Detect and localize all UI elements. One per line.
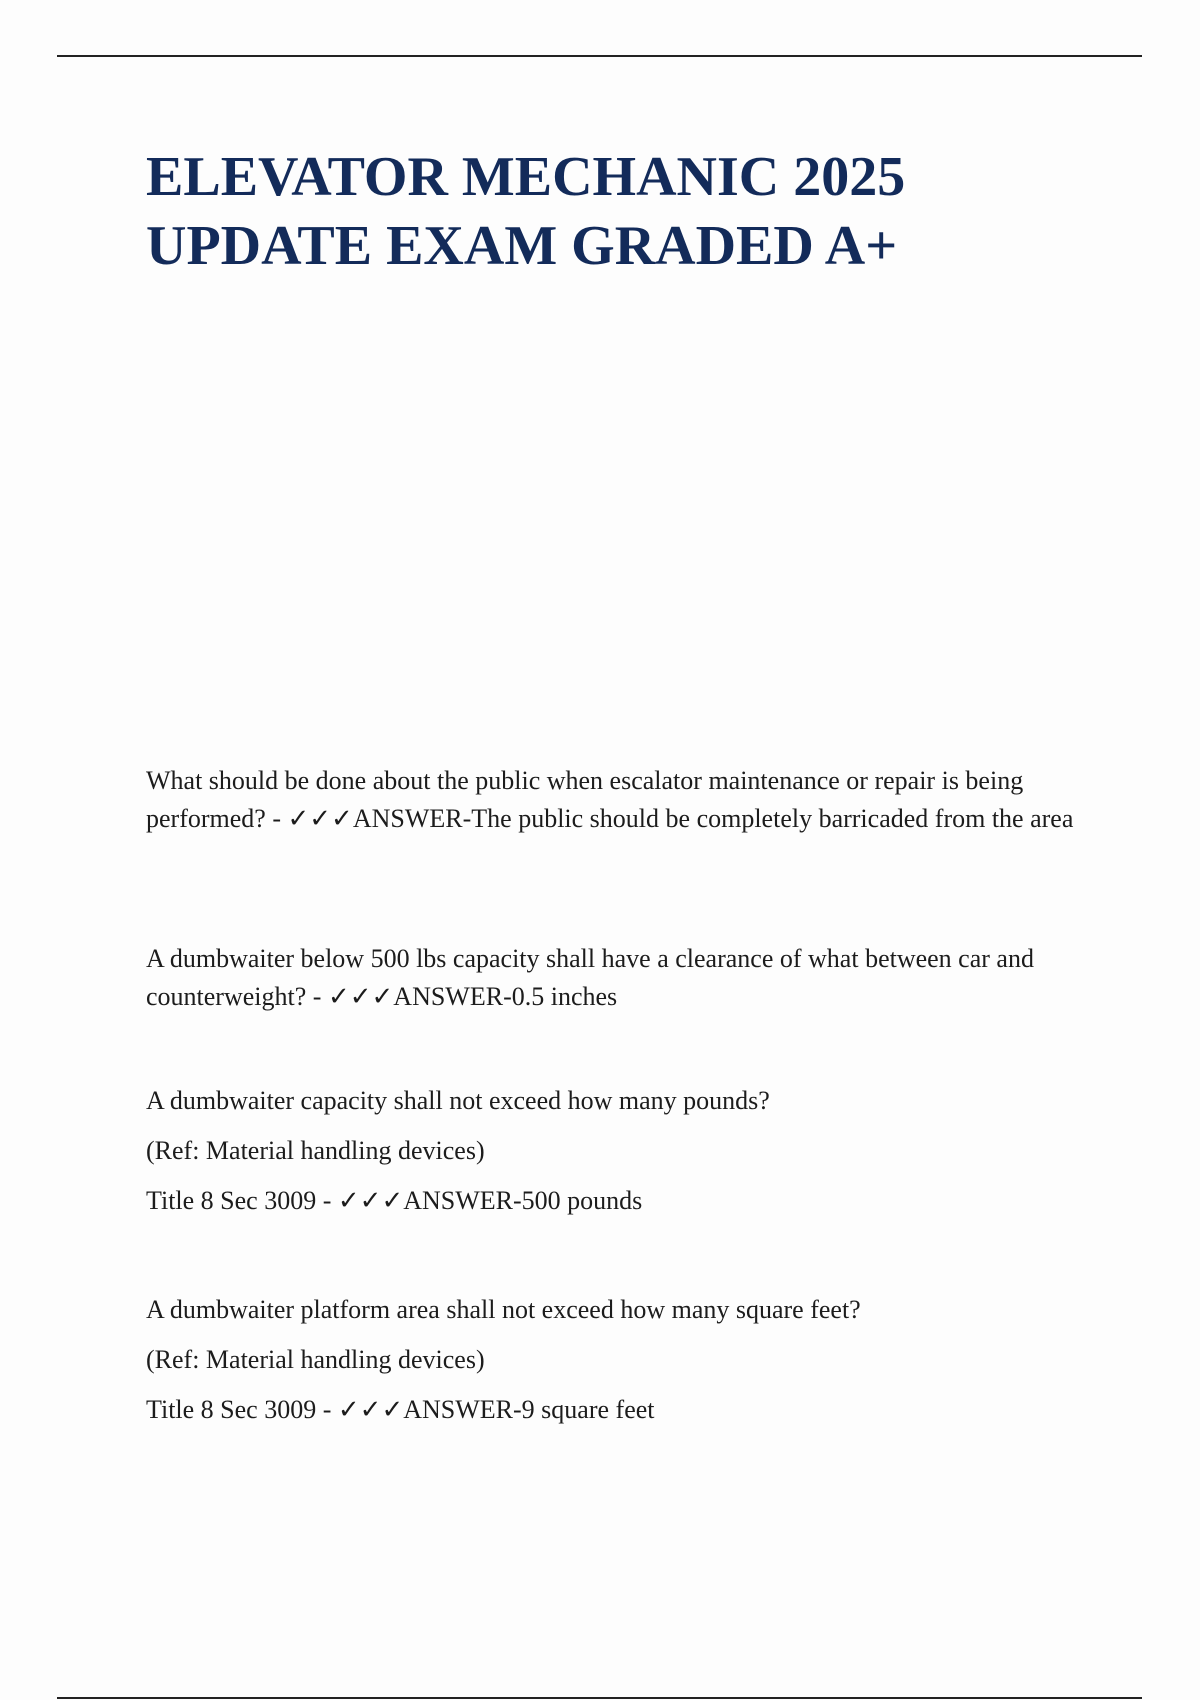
question-text: A dumbwaiter below 500 lbs capacity shall have a clearance of what between car and counterweight? -: [146, 944, 1034, 1011]
question-text: What should be done about the public when escalator maintenance or repair is being performed? -: [146, 766, 1024, 833]
qa-paragraph: [146, 1132, 1086, 1170]
qa-paragraph: [146, 1082, 1086, 1120]
page-title: [146, 143, 1146, 281]
qa-paragraph: [146, 1341, 1086, 1379]
page-title-line-1: ELEVATOR MECHANIC 2025: [146, 146, 906, 208]
qa-item-dumbwaiter-clearance: [146, 940, 1086, 1016]
question-text: A dumbwaiter platform area shall not exceed how many square feet?: [146, 1295, 861, 1324]
bottom-rule: [57, 1697, 1142, 1699]
qa-paragraph: [146, 1391, 1086, 1429]
question-text: A dumbwaiter capacity shall not exceed how many pounds?: [146, 1086, 770, 1115]
question-text: Title 8 Sec 3009 -: [146, 1395, 338, 1424]
qa-paragraph: [146, 762, 1086, 838]
qa-paragraph: [146, 1182, 1086, 1220]
answer-text: ✓✓✓ANSWER-500 pounds: [337, 1186, 643, 1215]
answer-text: ✓✓✓ANSWER-0.5 inches: [327, 982, 618, 1011]
qa-item-dumbwaiter-platform-area: [146, 1291, 1086, 1429]
qa-paragraph: [146, 1291, 1086, 1329]
reference-text: (Ref: Material handling devices): [146, 1345, 485, 1374]
reference-text: (Ref: Material handling devices): [146, 1136, 485, 1165]
answer-text: ✓✓✓ANSWER-The public should be completely barricaded from the area: [287, 804, 1074, 833]
question-text: Title 8 Sec 3009 -: [146, 1186, 338, 1215]
top-rule: [57, 55, 1142, 57]
page-title-line-2: UPDATE EXAM GRADED A+: [146, 215, 898, 277]
qa-item-escalator-public: [146, 762, 1086, 838]
answer-text: ✓✓✓ANSWER-9 square feet: [337, 1395, 655, 1424]
qa-paragraph: [146, 940, 1086, 1016]
qa-item-dumbwaiter-capacity: [146, 1082, 1086, 1220]
